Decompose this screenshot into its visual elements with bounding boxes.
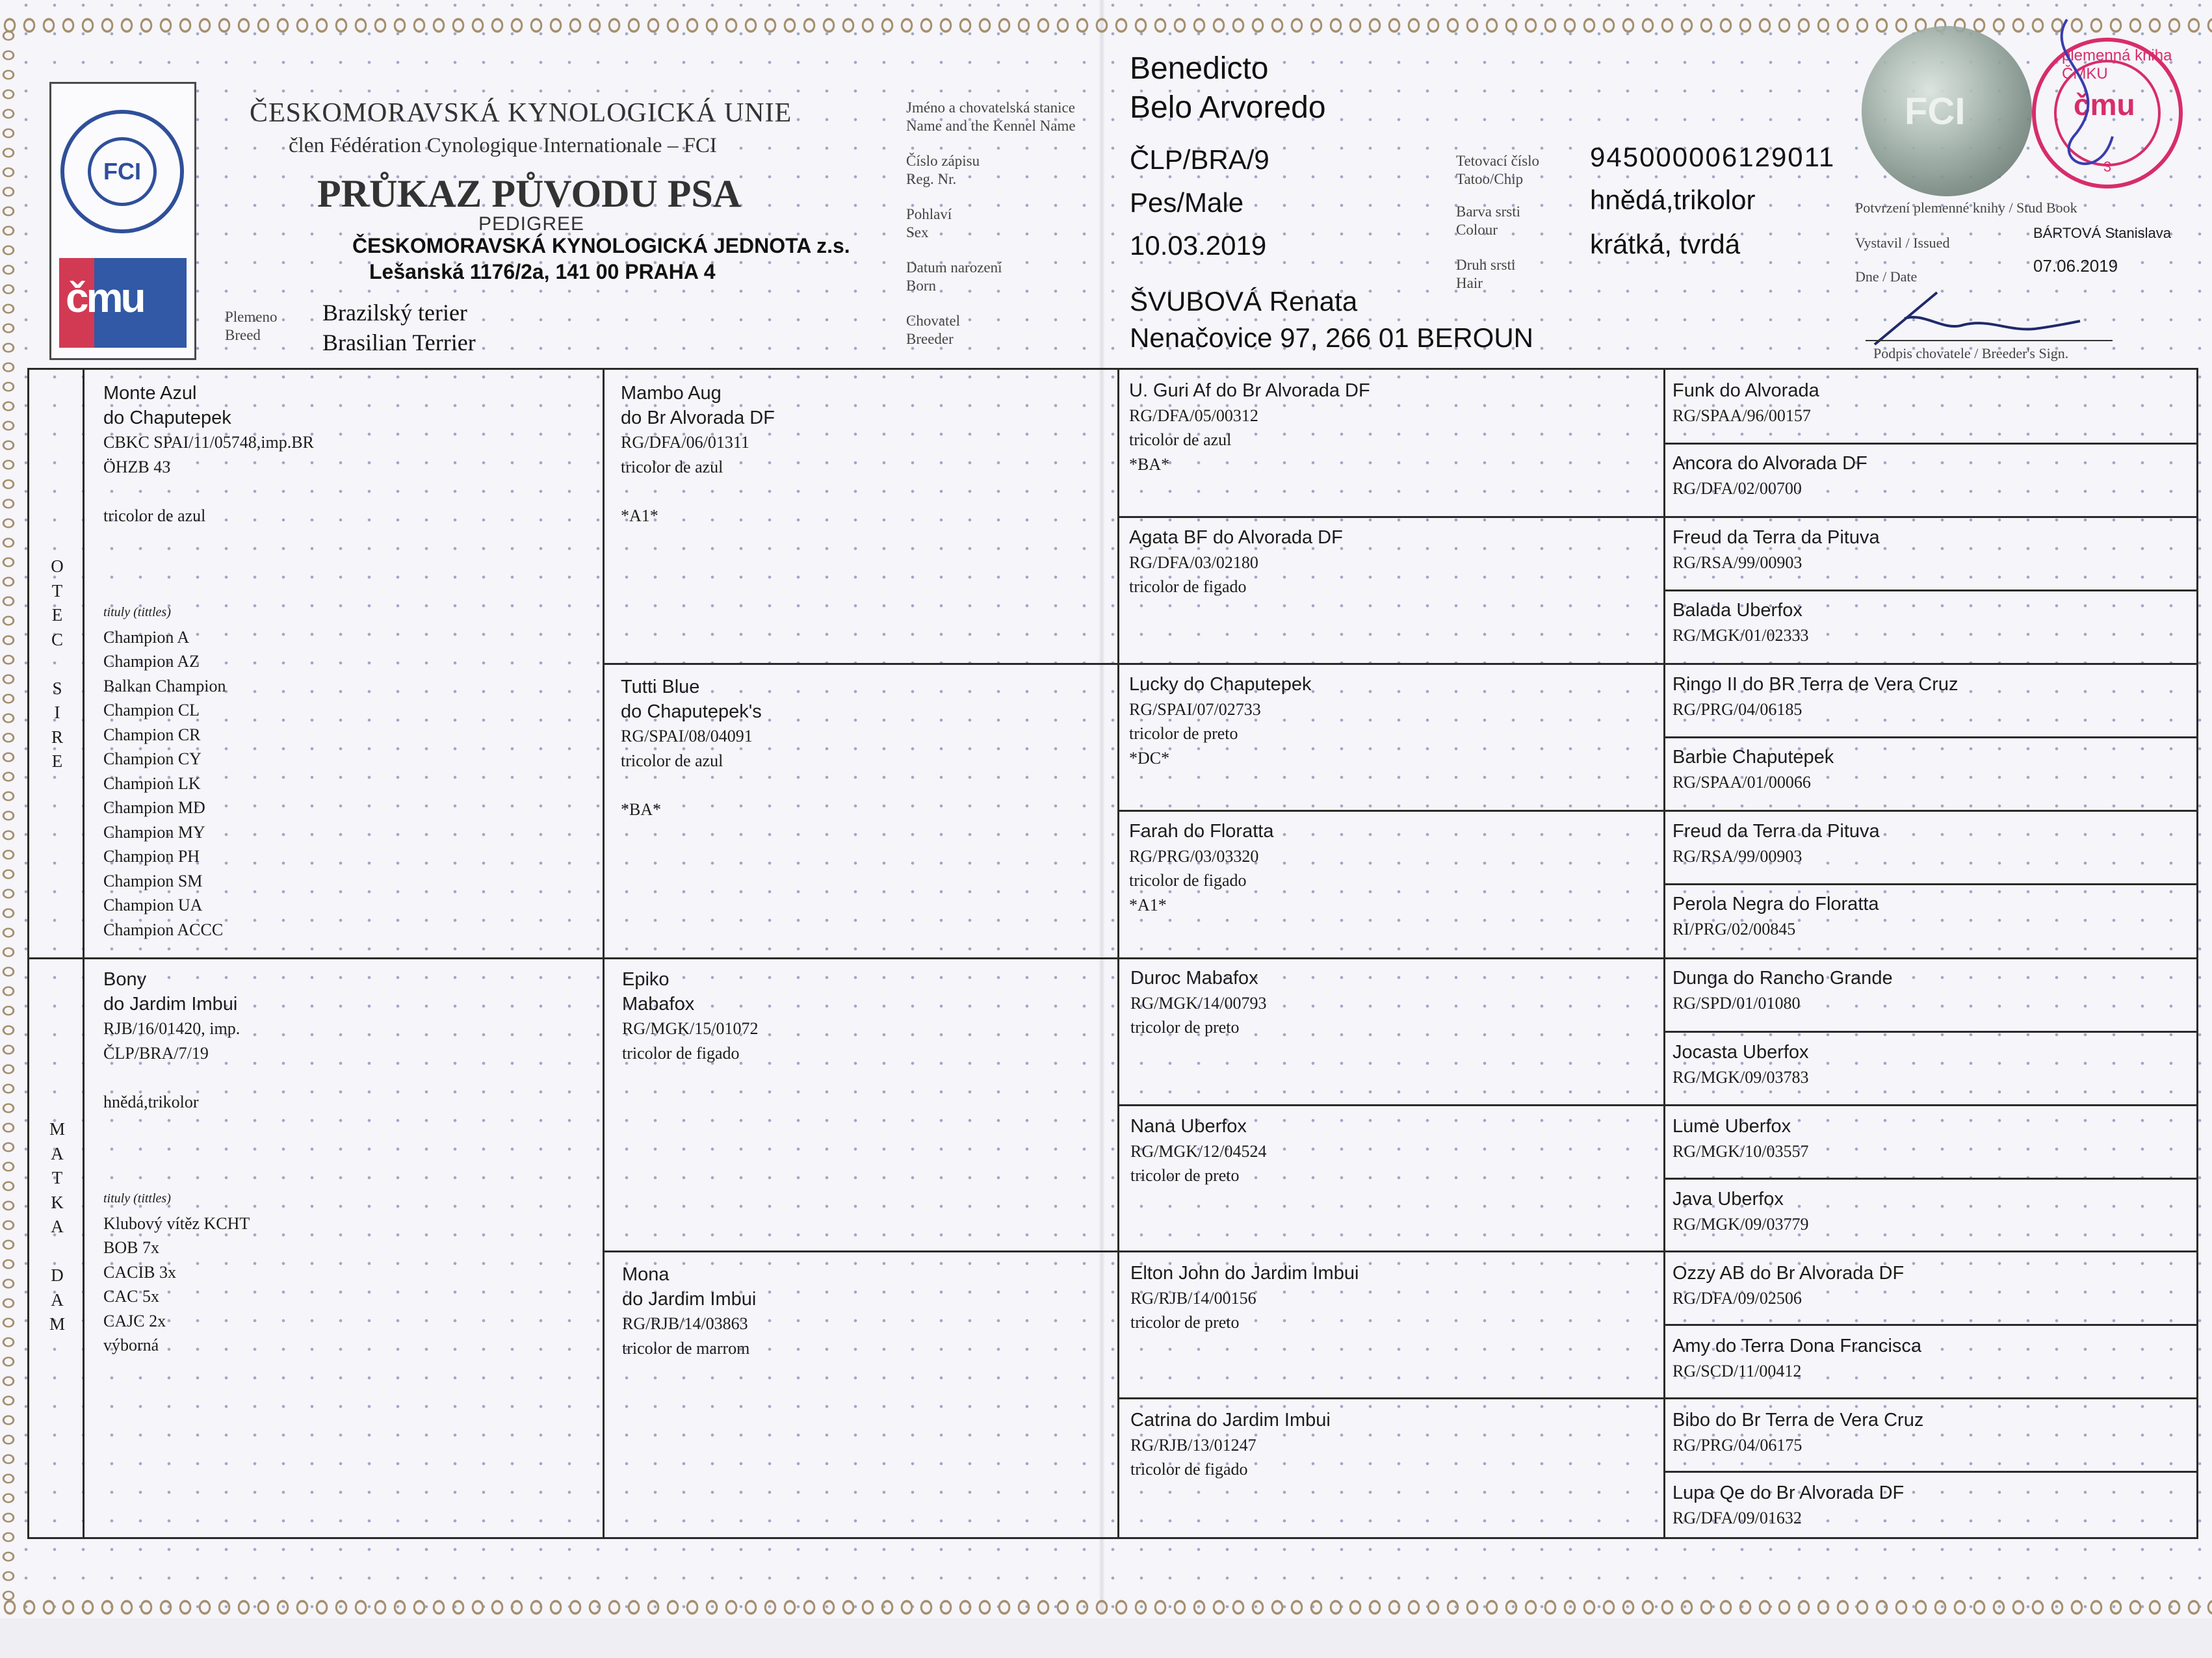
name-label: Jméno a chovatelská stanice Name and the Kennel Name (906, 99, 1076, 134)
gen4-cell: Perola Negra do Floratta RI/PRG/02/00845 (1672, 894, 1879, 939)
hologram-seal: FCI (1862, 26, 2032, 196)
gen3-cell: Duroc Mabafox RG/MGK/14/00793 tricolor de preto (1130, 968, 1267, 1037)
dog-name-line1: Benedicto (1130, 51, 1269, 86)
gen2-cell: Mambo Aug do Br Alvorada DF RG/DFA/06/01311 tricolor de azul *A1* (621, 383, 775, 525)
gen2-cell: Mona do Jardim Imbui RG/RJB/14/03863 tricolor de marrom (622, 1264, 757, 1358)
dam-side-label: M A T K A D A M (49, 1119, 65, 1334)
breeder-signature-icon (1866, 273, 2113, 351)
gen4-cell: Bibo do Br Terra de Vera Cruz RG/PRG/04/06175 (1672, 1410, 1924, 1455)
born-label: Datum narození Born (906, 259, 1002, 294)
gen3-cell: Farah do Floratta RG/PRG/03/03320 tricolor de figado *A1* (1129, 821, 1274, 914)
decorative-border-bottom (0, 1599, 2212, 1616)
cmu-emblem-icon (59, 258, 187, 348)
fci-logo-text: FCI (103, 158, 141, 185)
gen4-cell: Java Uberfox RG/MGK/09/03779 (1672, 1189, 1809, 1234)
document-title: PRŮKAZ PŮVODU PSA (317, 172, 742, 215)
gen4-cell: Ringo II do BR Terra de Vera Cruz RG/PRG/04/06185 (1672, 674, 1958, 719)
dog-name-line2: Belo Arvoredo (1130, 90, 1326, 125)
gen4-cell: Amy do Terra Dona Francisca RG/SCD/11/00412 (1672, 1336, 1922, 1380)
decorative-border-left (0, 26, 17, 1605)
sire-side-label: O T E C S I R E (51, 556, 64, 771)
signature-stroke-icon (2002, 6, 2158, 201)
gen3-cell: U. Guri Af do Br Alvorada DF RG/DFA/05/00312 tricolor de azul *BA* (1129, 380, 1370, 474)
gen3-cell: Elton John do Jardim Imbui RG/RJB/14/00156 tricolor de preto (1130, 1263, 1359, 1332)
signature-label: Podpis chovatele / Breeder's Sign. (1873, 345, 2069, 361)
gen4-cell: Balada Uberfox RG/MGK/01/02333 (1672, 600, 1809, 645)
gen4-cell: Jocasta Uberfox RG/MGK/09/03783 (1672, 1042, 1809, 1087)
breeder-label: Chovatel Breeder (906, 313, 961, 347)
gen4-cell: Dunga do Rancho Grande RG/SPD/01/01080 (1672, 968, 1893, 1013)
breeder-name: ŠVUBOVÁ Renata (1130, 286, 1358, 317)
gen4-cell: Lupa Qe do Br Alvorada DF RG/DFA/09/01632 (1672, 1483, 1905, 1527)
reg-label: Číslo zápisu Reg. Nr. (906, 153, 980, 187)
pedigree-table (27, 368, 2198, 1539)
sex-label: Pohlaví Sex (906, 206, 952, 240)
scan-margin (0, 1618, 2212, 1658)
fci-cmku-logo (49, 82, 196, 360)
stud-book-label: Potvrzení plemenné knihy / Stud Book (1855, 200, 2077, 216)
gen4-cell: Ancora do Alvorada DF RG/DFA/02/00700 (1672, 453, 1867, 498)
gen3-cell: Nana Uberfox RG/MGK/12/04524 tricolor de preto (1130, 1116, 1267, 1185)
dam-cell: Bony do Jardim Imbui RJB/16/01420, imp. ČLP/BRA/7/19 hnědá,trikolor tituly (tittles) Klubový vítěz KCHT BOB 7x CACIB 3x CAC 5x CAJC 2x výborná (103, 969, 250, 1354)
breed-label: Plemeno Breed (225, 309, 278, 343)
gen4-cell: Freud da Terra da Pituva RG/RSA/99/00903 (1672, 527, 1880, 572)
breeder-address: Nenačovice 97, 266 01 BEROUN (1130, 322, 1533, 353)
organization-name: ČESKOMORAVSKÁ KYNOLOGICKÁ UNIE (250, 98, 792, 128)
gen3-cell: Agata BF do Alvorada DF RG/DFA/03/02180 tricolor de figado (1129, 527, 1343, 596)
chip-number: 945000006129011 (1590, 142, 1836, 172)
colour-label: Barva srsti Colour (1456, 203, 1521, 238)
coat-hair: krátká, tvrdá (1590, 229, 1741, 259)
document-subtitle: PEDIGREE (478, 213, 585, 235)
hair-label: Druh srsti Hair (1456, 257, 1516, 291)
issued-date: 07.06.2019 (2033, 256, 2118, 276)
gen4-cell: Funk do Alvorada RG/SPAA/96/00157 (1672, 380, 1819, 425)
dog-reg: ČLP/BRA/9 (1130, 144, 1269, 175)
gen4-cell: Freud da Terra da Pituva RG/RSA/99/00903 (1672, 821, 1880, 866)
gen4-cell: Lume Uberfox RG/MGK/10/03557 (1672, 1116, 1809, 1161)
gen4-cell: Barbie Chaputepek RG/SPAA/01/00066 (1672, 747, 1834, 792)
issued-by: BÁRTOVÁ Stanislava (2033, 225, 2171, 241)
decorative-border-top (0, 17, 2212, 34)
chip-label: Tetovací číslo Tatoo/Chip (1456, 153, 1540, 187)
gen3-cell: Catrina do Jardim Imbui RG/RJB/13/01247 tricolor de figado (1130, 1410, 1331, 1479)
breed-value: Brazilský terier Brasilian Terrier (322, 300, 476, 356)
sire-cell: Monte Azul do Chaputepek CBKC SPAI/11/05748,imp.BR ÖHZB 43 tricolor de azul tituly (tittles) Champion A Champion AZ Balkan Champion Champion CL Champion CR Champion CY Champion LK Champion MD Champion MY Champion PH Champion SM Champion UA Champion ACCC (103, 383, 314, 939)
gen2-cell: Epiko Mabafox RG/MGK/15/01072 tricolor de figado (622, 969, 759, 1063)
dog-sex: Pes/Male (1130, 187, 1244, 218)
fci-emblem-icon (60, 110, 184, 233)
date-label: Dne / Date (1855, 268, 1918, 285)
club-address: Lešanská 1176/2a, 141 00 PRAHA 4 (369, 260, 716, 283)
cmu-logo-text: čmu (66, 274, 144, 321)
stud-book-stamp: plemenná kniha ČMKU čmu 3 (2032, 38, 2183, 188)
issued-label: Vystavil / Issued (1855, 235, 1950, 251)
coat-colour: hnědá,trikolor (1590, 185, 1756, 215)
dog-born: 10.03.2019 (1130, 230, 1267, 261)
fci-membership: člen Fédération Cynologique Internationale – FCI (289, 134, 717, 157)
gen4-cell: Ozzy AB do Br Alvorada DF RG/DFA/09/02506 (1672, 1263, 1905, 1308)
gen2-cell: Tutti Blue do Chaputepek's RG/SPAI/08/04091 tricolor de azul *BA* (621, 677, 762, 819)
club-name: ČESKOMORAVSKÁ KYNOLOGICKÁ JEDNOTA z.s. (352, 234, 850, 257)
gen3-cell: Lucky do Chaputepek RG/SPAI/07/02733 tricolor de preto *DC* (1129, 674, 1312, 768)
